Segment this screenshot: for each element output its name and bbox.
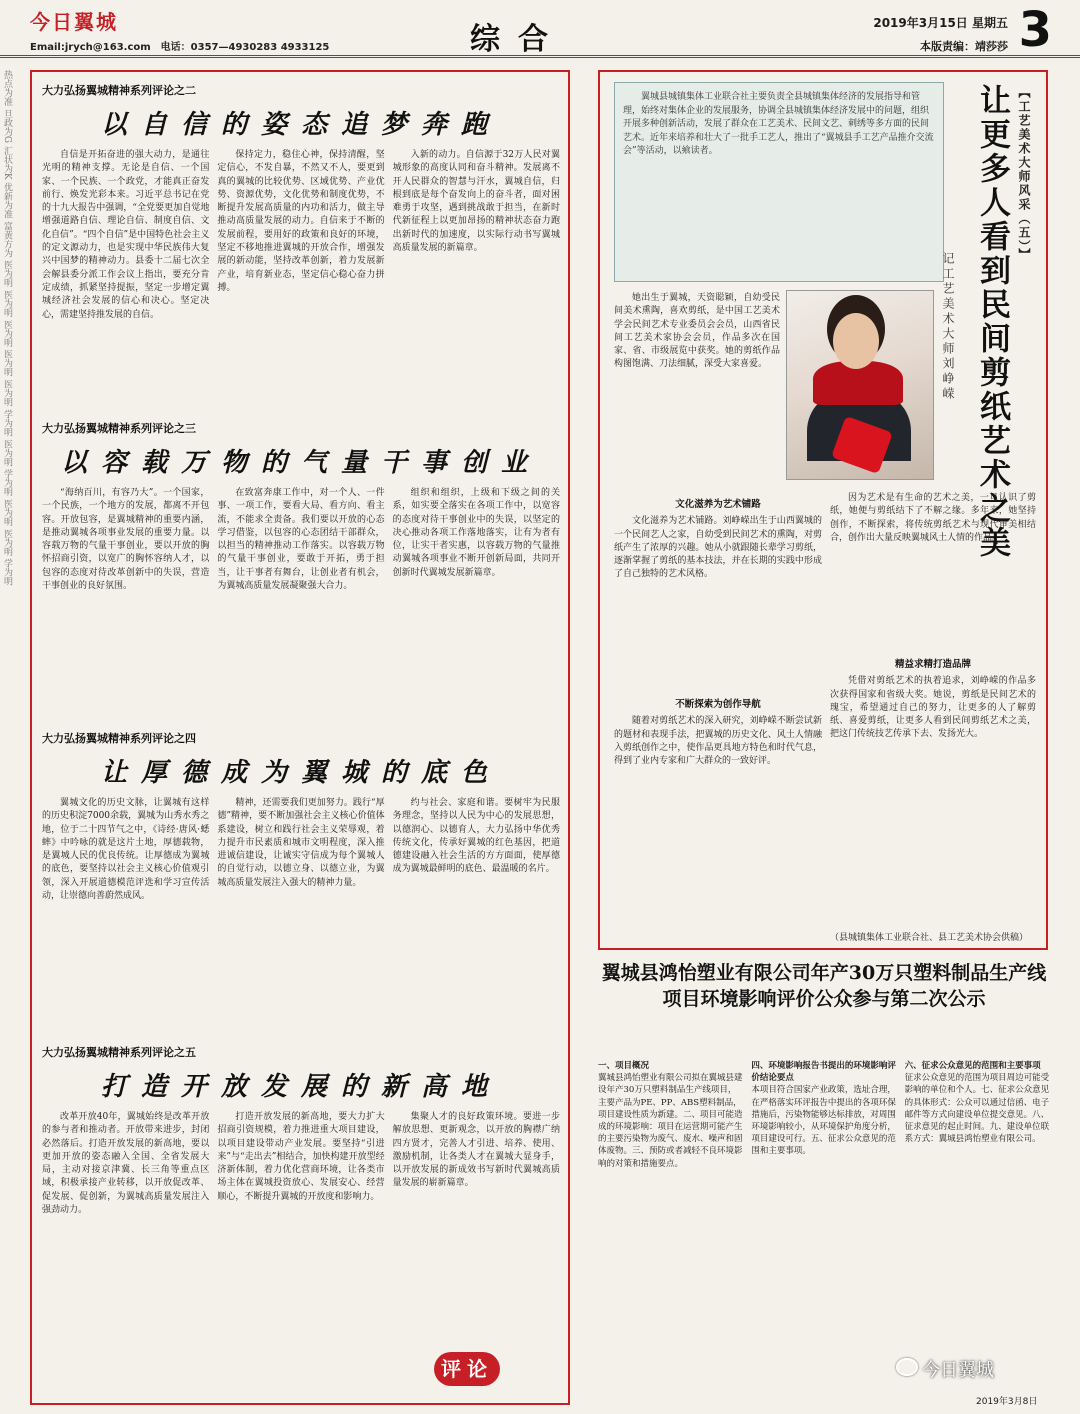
notice-heading: 六、征求公众意见的范围和主要事项 (904, 1061, 1041, 1071)
commentary-headline: 以容载万物的气量干事创业 (60, 448, 541, 478)
feature-article (598, 70, 1048, 950)
feature-column: 因为艺术是有生命的艺术之美，一旦认识了剪纸，她便与剪纸结下了不解之缘。多年来，她坚持创作，不断探索，将传统剪纸艺术与现代审美相结合，创作出大量反映翼城风土人情的作品。 (830, 493, 1036, 543)
notice-body: 本项目符合国家产业政策，选址合理，在严格落实环评报告中提出的各项环保措施后，污染物能够达标排放，对周围环境影响较小，从环境保护角度分析，项目建设可行。五、征求公众意见的范围和主要事项。 (751, 1085, 896, 1157)
section-title: 综合 (470, 22, 566, 57)
notice-title: 翼城县鸿怡塑业有限公司年产30万只塑料制品生产线项目环境影响评价公众参与第二次公示 (601, 962, 1047, 1010)
issue-date: 2019年3月15日 星期五 (873, 16, 1008, 30)
commentary-headline: 以自信的姿态追梦奔跑 (100, 110, 501, 140)
commentary-5 (42, 1044, 560, 1371)
feature-series-label: 【工艺美术大师风采（五）】 (1017, 86, 1031, 262)
artist-portrait-photo (786, 290, 934, 480)
notice-heading: 四、环境影响报告书提出的环境影响评价结论要点 (751, 1061, 896, 1084)
feature-section-1 (614, 492, 822, 682)
commentary-column: 改革开放40年，翼城始终是改革开放的参与者和推动者。开放带来进步，封闭必然落后。打造开放发展的新高地，要以更加开放的姿态融入全国、全省发展大局，主动对接京津冀、长三角等重点区域，积极承接产业转移，以开放促改革、促发展、促创新，为翼城高质量发展注入强劲动力。 (42, 1112, 210, 1216)
paper-name: 今日翼城 (30, 10, 118, 34)
commentary-column: 打造开放发展的新高地，要大力扩大招商引资规模，着力推进重大项目建设，以项目建设带动产业发展。要坚持“引进来”与“走出去”相结合，加快构建开放型经济新体制，着力优化营商环境，让各类市场主体在翼城投资放心、发展安心、经营顺心，不断提升翼城的开放度和影响力。 (217, 1112, 385, 1202)
wechat-icon (896, 1358, 918, 1376)
notice-date: 2019年3月8日 (976, 1397, 1038, 1407)
masthead (0, 0, 1080, 58)
commentary-column: 在致富奔康工作中，对一个人、一件事、一项工作，要看大局、看方向、看主流，不能求全责备。我们要以开放的心态学习借鉴，以包容的心态团结干部群众，以担当的精神推动工作落实。以容载万物的气量干事创业，要敢于开拓，勇于担当，让干事者有舞台，让创业者有机会，为翼城高质量发展凝聚强大合力。 (217, 488, 385, 592)
commentary-column: “海纳百川，有容乃大”。一个国家，一个民族，一个地方的发展，都离不开包容。开放包容，是翼城精神的重要内涵，是推动翼城各项事业发展的重要力量。以容载万物的气量干事创业，要以开放的胸怀招商引资，以宽广的胸怀容纳人才，以包容的态度对待改革创新中的失误，营造干事创业的良好氛围。 (42, 488, 210, 592)
feature-section-3 (830, 652, 1036, 922)
feature-paragraph: 凭借对剪纸艺术的执着追求，刘峥嵘的作品多次获得国家和省级大奖。她说，剪纸是民间艺术的瑰宝，希望通过自己的努力，让更多的人了解剪纸、喜爱剪纸，让更多人看到民间剪纸艺术之美，把这门传统技艺传承下去、发扬光大。 (830, 676, 1036, 740)
commentary-column: 约与社会、家庭和谐。要树牢为民服务理念，坚持以人民为中心的发展思想，以德润心、以德育人，大力弘扬中华优秀传统文化，传承好翼城的红色基因，把道德建设融入社会生活的方方面面，使厚德成为翼城最鲜明的底色、最温暖的名片。 (392, 798, 560, 875)
commentary-column: 集聚人才的良好政策环境。要进一步解放思想、更新观念，以开放的胸襟广纳四方贤才，完善人才引进、培养、使用、激励机制，让各类人才在翼城大显身手，以开放发展的新成效书写新时代翼城高质量发展的崭新篇章。 (392, 1112, 560, 1189)
page-editor: 本版责编：靖莎莎 (920, 40, 1008, 53)
feature-intro: 翼城县城镇集体工业联合社主要负责全县城镇集体经济的发展指导和管理，始终对集体企业的发展服务，协调全县城镇集体经济发展中的问题，组织开展多种创新活动，发展了群众在工艺美术、民间文艺、刺绣等多方面的民间艺术。近年来培养和壮大了一批手工艺人，推出了“翼城县手工艺产品推介交流会”等活动，以飨读者。 (614, 82, 944, 282)
feature-byline: 记工艺美术大师刘峥嵘 (941, 252, 955, 402)
account-watermark: 今日翼城 (922, 1360, 994, 1381)
feature-subhead: 文化滋养为艺术铺路 (675, 499, 761, 510)
commentary-column: 保持定力，稳住心神，保持清醒，坚定信心，不发自暴，不然又不人，要更到真的翼城的比较优势、区域优势、产业优势、资源优势，文化优势和制度优势，不断提升发展高质量的内功和活力，做主导推动高质量发展的动力。自信来于不断的发展前程，要用好的政策和良好的环境，坚定不移地推进翼城的开放合作，增强发展的新动能，坚持改革创新，着力发展新产业，培育新业态，坚定信心稳心奋力拼搏。 (217, 150, 385, 293)
public-notice (598, 960, 1050, 1169)
side-strip-text: 热点为准 旦政为G 汇状为K 优新为准 富黄方为 医为明 医为明 医为明 医为明 医为明 学为明 医为明 学为明 医为明 医为明 学为明 (2, 70, 12, 586)
feature-paragraph: 文化滋养为艺术铺路。刘峥嵘出生于山西翼城的一个民间艺人之家，自幼受到民间艺术的熏陶，对剪纸产生了浓厚的兴趣。她从小就跟随长辈学习剪纸，逐渐掌握了剪纸的基本技法，并在长期的实践中形成了自己独特的艺术风格。 (614, 516, 822, 580)
notice-column (598, 1060, 743, 1390)
commentary-column: 组织和组织，上级和下级之间的关系，如实要全落实在各项工作中，以宽容的态度对待干事创业中的失误，以坚定的决心推动各项工作落地落实，让有为者有位，让实干者实惠，以容载万物的气量推动翼城各项事业不断开创新局面，共同开创新时代翼城发展新篇章。 (392, 488, 560, 578)
commentary-4 (42, 730, 560, 1037)
commentary-kicker: 大力弘扬翼城精神系列评论之四 (42, 732, 196, 745)
contact-line: Email:jrych@163.com 电话：0357—4930283 4933125 (30, 42, 330, 53)
commentary-headline: 打造开放发展的新高地 (100, 1072, 501, 1102)
feature-subhead: 精益求精打造品牌 (894, 659, 971, 670)
feature-subhead: 不断探索为创作导航 (675, 699, 761, 710)
commentary-column: 自信是开拓奋进的强大动力，是通往光明的精神支撑。无论是自信、一个国家、一个民族、一个政党，才能真正奋发前行、焕发光彩本来。习近平总书记在党的十九大报告中强调，“全党要更加自觉地增强道路自信、理论自信、制度自信、文化自信”。“四个自信”是中国特色社会主义的定文源动力，也是实现中华民族伟大复兴中国梦的精神动力。县委十二届七次全会解县委分派工作会议上指出，要充分肯定成绩，抓紧坚持提振，坚定一步增定翼城经济社会发展的信心和决心。坚定决心，需建坚持推发展的自信。 (42, 150, 210, 320)
commentary-kicker: 大力弘扬翼城精神系列评论之三 (42, 422, 196, 435)
feature-paragraph: 随着对剪纸艺术的深入研究，刘峥嵘不断尝试新的题材和表现手法，把翼城的历史文化、风土人情融入剪纸创作之中，使作品更具地方特色和时代气息，得到了业内专家和广大群众的一致好评。 (614, 716, 822, 767)
feature-section-2 (614, 692, 822, 922)
commentary-column: 翼城文化的历史文脉，让翼城有这样的历史积淀7000余载，翼城为山秀水秀之地，位于二十四节气之中，《诗经·唐风·蟋蟀》中吟咏的就是这片土地，厚德载物，是翼城人民的优良传统。让厚德成为翼城的底色，要坚持以社会主义核心价值观引领，深入开展道德模范评选和学习宣传活动，让崇德向善蔚然成风。 (42, 798, 210, 902)
commentary-column: 入新的动力。自信源于32万人民对翼城形象的高度认同和奋斗精神。发展离不开人民群众的智慧与汗水，翼城自信，归根到底是每个奋发向上的奋斗者，面对困难勇于攻坚，遇到挑战敢于担当，在新时代新征程上以更加昂扬的精神状态奋力跑出新时代的加速度，以实际行动书写翼城高质量发展的新篇章。 (392, 150, 560, 254)
notice-body: 征求公众意见的范围为项目周边可能受影响的单位和个人。七、征求公众意见的具体形式：公众可以通过信函、电子邮件等方式向建设单位提交意见。八、征求意见的起止时间。九、建设单位联系方式：翼城县鸿怡塑业有限公司。 (904, 1073, 1050, 1145)
feature-column: 她出生于翼城，天资聪颖，自幼受民间美术熏陶，喜欢剪纸，是中国工艺美术学会民间艺术专业委员会会员，山西省民间工艺美术家协会会员，作品多次在国家、省、市级展览中获奖。她的剪纸作品构图饱满、刀法细腻，深受大家喜爱。 (614, 293, 780, 370)
photo-face-shape (833, 313, 879, 369)
commentary-column: 精神，还需要我们更加努力。践行“厚德”精神，要不断加强社会主义核心价值体系建设，树立和践行社会主义荣辱观，着力提升市民素质和城市文明程度，深入推进诚信建设，让诚实守信成为每个翼城人的自觉行动，以德立身、以德立业，为翼城高质量发展注入强大的精神力量。 (217, 798, 385, 888)
commentary-kicker: 大力弘扬翼城精神系列评论之二 (42, 84, 196, 97)
commentary-2 (42, 82, 560, 381)
commentary-3 (42, 420, 560, 719)
commentary-headline: 让厚德成为翼城的底色 (100, 758, 501, 788)
commentary-stamp: 评论 (434, 1352, 500, 1386)
commentary-kicker: 大力弘扬翼城精神系列评论之五 (42, 1046, 196, 1059)
notice-column (905, 1060, 1050, 1390)
feature-credit: （县城镇集体工业联合社、县工艺美术协会供稿） (830, 933, 1029, 943)
notice-body: 翼城县鸿怡塑业有限公司拟在翼城县建设年产30万只塑料制品生产线项目，主要产品为PE、PP、ABS塑料制品，项目建设性质为新建。二、项目可能造成的环境影响：项目在运营期可能产生的主要污染物为废气、废水、噪声和固体废物。三、预防或者减轻不良环境影响的对策和措施要点。 (598, 1073, 743, 1169)
notice-heading: 一、项目概况 (598, 1061, 650, 1071)
page-number: 3 (1018, 2, 1052, 58)
commentary-panel (30, 70, 570, 1405)
feature-title: 让更多人看到民间剪纸艺术之美 (974, 84, 1010, 560)
notice-column (751, 1060, 896, 1390)
side-strip (0, 70, 26, 1400)
